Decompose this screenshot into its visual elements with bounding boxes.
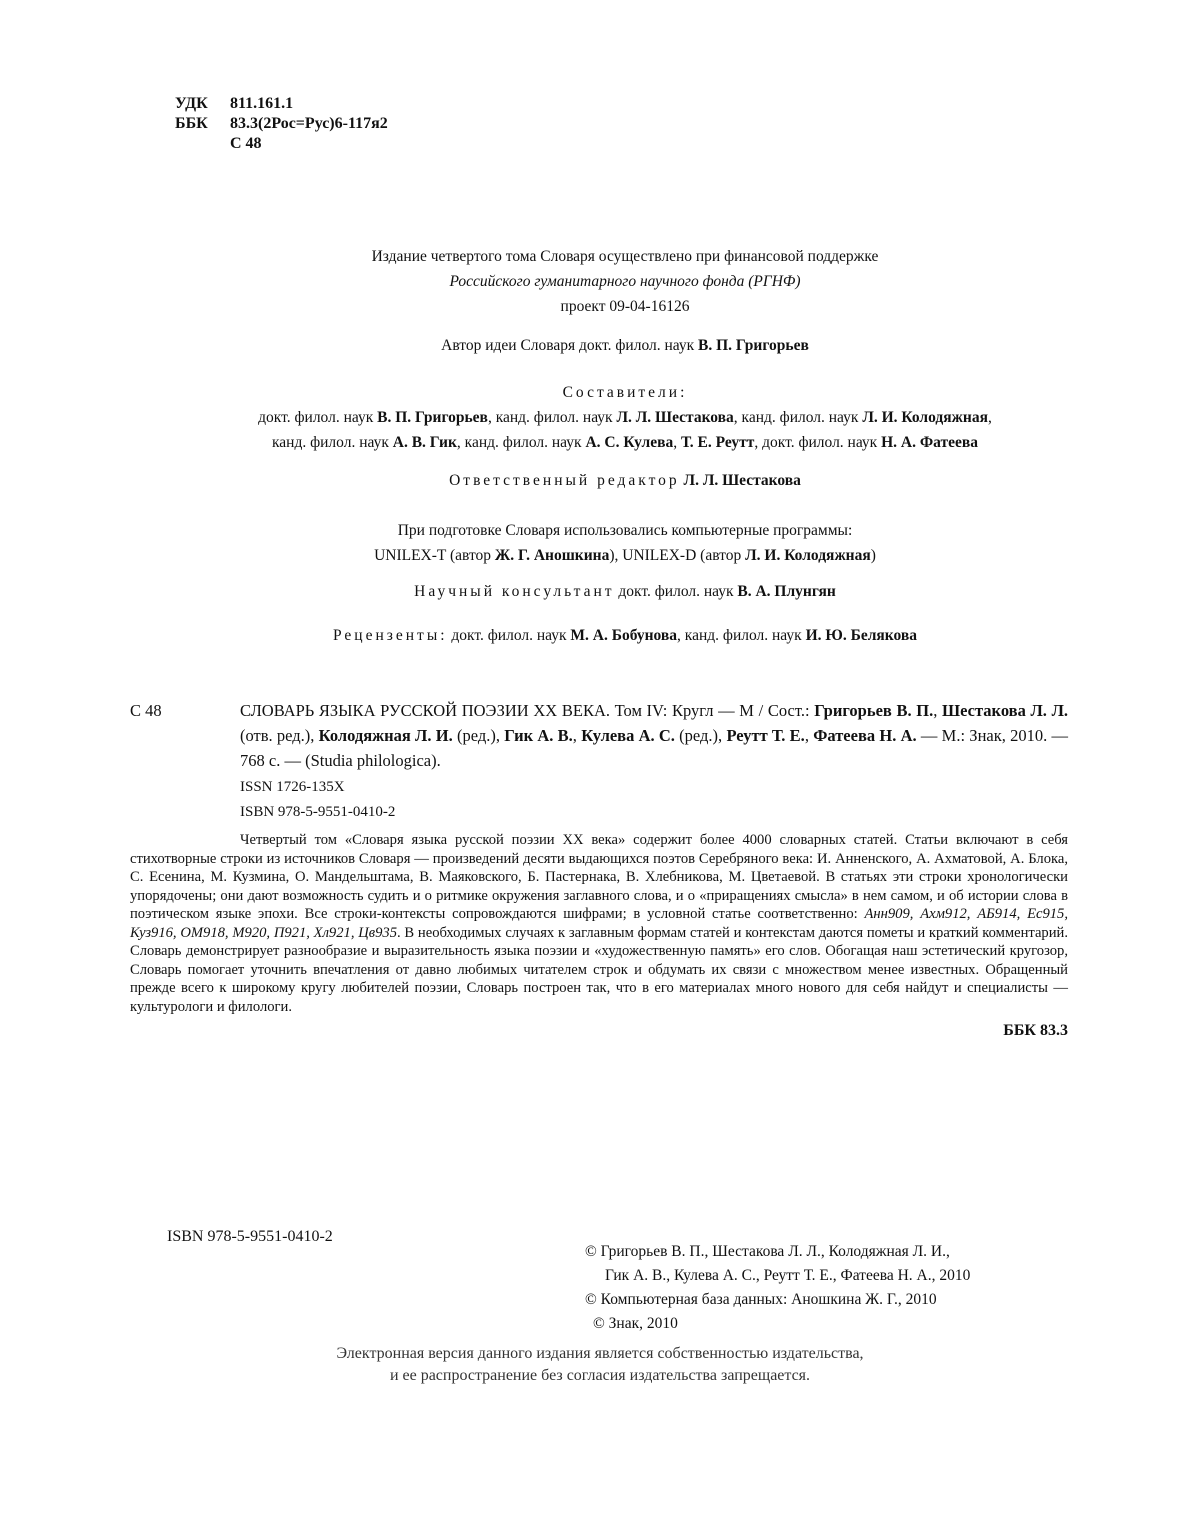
consultant-line: [120, 583, 1130, 601]
software-author: Л. И. Колодяжная: [745, 547, 871, 564]
footer-line-1: Электронная версия данного издания является собственностью издательства,: [336, 1345, 864, 1362]
reviewers-role: Рецензенты:: [332, 627, 448, 644]
code-value: С 48: [230, 135, 262, 152]
consultant-name: В. А. Плунгян: [737, 583, 836, 600]
copyright-block: [585, 1240, 970, 1336]
bibliographic-record: [130, 698, 1068, 1040]
isbn-bottom: ISBN 978-5-9551-0410-2: [167, 1228, 333, 1245]
reviewers-part: , канд. филол. наук: [677, 627, 806, 644]
software-author: Ж. Г. Аношкина: [494, 547, 610, 564]
software-part: ): [870, 547, 876, 564]
bib-person: Гик А. В.: [504, 726, 573, 745]
editor-role: Ответственный редактор: [449, 472, 680, 489]
bib-code: С 48: [130, 701, 162, 720]
bib-part: ,: [572, 726, 582, 745]
compiler-part: ,: [673, 434, 681, 451]
bib-part: — М.: Знак, 2010. — 768 с. — (Studia philologica).: [240, 726, 1069, 770]
funding-line-2: Российского гуманитарного научного фонда (РГНФ): [449, 273, 801, 290]
copyright-line: © Знак, 2010: [593, 1315, 678, 1332]
footer-line-2: и ее распространение без согласия издательства запрещается.: [389, 1367, 811, 1384]
bib-person: Шестакова Л. Л.: [942, 701, 1069, 720]
udk-row: [175, 94, 388, 114]
compiler-name: А. С. Кулева: [585, 434, 674, 451]
code-value: 83.3(2Рос=Рус)6-117я2: [230, 115, 388, 132]
software-line-1: При подготовке Словаря использовались компьютерные программы:: [397, 522, 853, 539]
compiler-part: , канд. филол. наук: [733, 409, 863, 426]
bib-part: (ред.),: [674, 726, 727, 745]
bib-person: Кулева А. С.: [581, 726, 675, 745]
reviewer-name: М. А. Бобунова: [570, 627, 678, 644]
editor-name: Л. Л. Шестакова: [683, 472, 801, 489]
compiler-part: докт. филол. наук: [258, 409, 378, 426]
bib-part: ,: [933, 701, 943, 720]
bib-part: ,: [804, 726, 814, 745]
bib-person: Колодяжная Л. И.: [318, 726, 453, 745]
code-key: ББК: [175, 115, 208, 132]
author-idea-text: Автор идеи Словаря докт. филол. наук: [441, 337, 699, 354]
bib-part: (отв. ред.),: [240, 726, 319, 745]
annotation: [130, 831, 1068, 1016]
annotation-text-1: Четвертый том «Словаря языка русской поэзии XX века» содержит более 4000 словарных статей. Статьи включают в себя стихотворные строки из источников Словаря — произведений десяти выдающихся поэтов Серебряного века: И. Анненского, А. Ахматовой, А. Блока, С. Есенина, М. Кузмина, О. Мандельштама, В. Маяковского, Б. Пастернака, В. Хлебникова, М. Цветаевой. В статьях эти строки хронологически упорядочены; они дают возможность судить и о ритмике окружения заглавного слова, и о «приращениях смысла» в нем самом, и об истории слова в поэтическом языке эпохи. Все строки-контексты сопровождаются шифрами; в условной статье соответственно:: [130, 832, 1068, 922]
annotation-text-2: . В необходимых случаях к заглавным формам статей и контекстам даются пометы и краткий комментарий. Словарь демонстрирует разнообразие и выразительность языка поэзии и «художественную память» его слов. Обогащая наш эстетический кругозор, Словарь помогает уточнить впечатления от давно любимых читателем строк и обдумать их связи с множеством менее известных. Обращенный прежде всего к широкому кругу любителей поэзии, Словарь построен так, что в его материалах много нового для себя найдут и специалисты — культурологи и филологи.: [130, 924, 1068, 1015]
software-part: ), UNILEX-D (автор: [609, 547, 746, 564]
compiler-part: канд. филол. наук: [271, 434, 393, 451]
funding-line-1: Издание четвертого тома Словаря осуществлено при финансовой поддержке: [371, 248, 879, 265]
bbk-index: ББК 83.3: [1003, 1022, 1068, 1039]
reviewer-name: И. Ю. Белякова: [805, 627, 917, 644]
bib-heading: [130, 698, 1068, 773]
compilers-block: [120, 380, 1130, 455]
compiler-name: Н. А. Фатеева: [881, 434, 978, 451]
bib-part: СЛОВАРЬ ЯЗЫКА РУССКОЙ ПОЭЗИИ XX ВЕКА. Том IV: Кругл — М / Сост.:: [240, 701, 815, 720]
code-key: УДК: [175, 95, 208, 112]
bib-part: (ред.),: [452, 726, 505, 745]
funding-line-3: проект 09-04-16126: [560, 298, 690, 315]
isbn: ISBN 978-5-9551-0410-2: [240, 804, 396, 820]
bib-person: Григорьев В. П.: [814, 701, 934, 720]
compiler-part: , докт. филол. наук: [754, 434, 882, 451]
compiler-name: В. П. Григорьев: [377, 409, 488, 426]
software-part: UNILEX-T (автор: [374, 547, 495, 564]
compiler-name: Т. Е. Реутт: [681, 434, 755, 451]
copyright-line: © Компьютерная база данных: Аношкина Ж. Г., 2010: [585, 1291, 937, 1308]
software-block: [120, 518, 1130, 568]
compiler-part: ,: [987, 409, 992, 426]
issn: ISSN 1726-135X: [240, 779, 345, 795]
compiler-part: , канд. филол. наук: [456, 434, 586, 451]
reviewers-line: [120, 627, 1130, 645]
author-mark-row: [175, 134, 388, 154]
consultant-text: докт. филол. наук: [614, 583, 738, 600]
software-line-2: [120, 543, 1130, 568]
bbk-row: [175, 114, 388, 134]
author-idea: [120, 337, 1130, 355]
compiler-part: , канд. филол. наук: [487, 409, 617, 426]
compiler-name: А. В. Гик: [392, 434, 457, 451]
bib-person: Фатеева Н. А.: [813, 726, 917, 745]
code-value: 811.161.1: [230, 95, 294, 112]
copyright-line: © Григорьев В. П., Шестакова Л. Л., Колодяжная Л. И.,: [585, 1243, 950, 1260]
compiler-name: Л. И. Колодяжная: [862, 409, 988, 426]
compilers-heading: Составители:: [562, 384, 688, 401]
funding-block: [120, 244, 1130, 319]
reviewers-part: докт. филол. наук: [447, 627, 571, 644]
copyright-line: Гик А. В., Кулева А. С., Реутт Т. Е., Фатеева Н. А., 2010: [605, 1267, 971, 1284]
author-idea-name: В. П. Григорьев: [698, 337, 809, 354]
editor-line: [120, 472, 1130, 490]
annotation-ciphers: Анн909, Ахм912, АБ914, Ес915, Куз916, ОМ918, М920, П921, Хл921, Цв935: [130, 906, 1068, 941]
library-codes: [175, 94, 388, 154]
consultant-role: Научный консультант: [414, 583, 615, 600]
bib-description: [240, 698, 1068, 773]
bib-person: Реутт Т. Е.: [726, 726, 805, 745]
footer-notice: [120, 1343, 1080, 1387]
compilers-line-1: [120, 405, 1130, 430]
compiler-name: Л. Л. Шестакова: [616, 409, 734, 426]
compilers-line-2: [120, 430, 1130, 455]
